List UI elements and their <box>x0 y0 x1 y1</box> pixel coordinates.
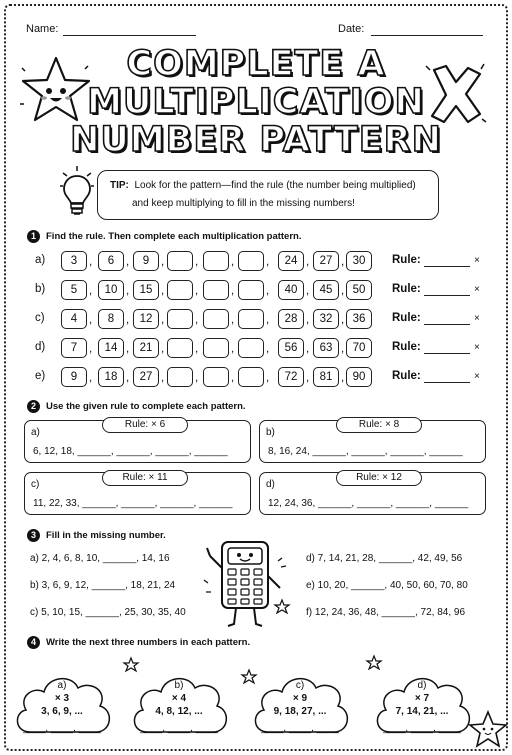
pattern-number-cell: 27 <box>313 251 339 271</box>
separator-comma: , <box>195 343 199 355</box>
fill-item-c[interactable]: c) 5, 10, 15, ______, 25, 30, 35, 40 <box>30 607 186 618</box>
pattern-number-cell: 56 <box>278 338 304 358</box>
pattern-number-cell: 18 <box>98 367 124 387</box>
separator-comma: , <box>266 256 270 268</box>
tip-text-line-1: Look for the pattern—find the rule (the number being multiplied) <box>134 180 416 191</box>
separator-comma: , <box>341 372 345 384</box>
separator-comma: , <box>126 314 130 326</box>
blank-answer-cell[interactable] <box>203 338 229 358</box>
pattern-number-cell: 90 <box>346 367 372 387</box>
cloud-sequence: 9, 18, 27, ... <box>273 706 327 717</box>
pattern-number-cell: 24 <box>278 251 304 271</box>
pattern-number-cell: 7 <box>61 338 87 358</box>
pattern-number-cell: 28 <box>278 309 304 329</box>
rule-label: Rule: <box>392 370 421 382</box>
small-star-icon <box>367 656 381 669</box>
multiply-symbol: × <box>474 371 480 382</box>
pattern-number-cell: 81 <box>313 367 339 387</box>
separator-comma: , <box>126 343 130 355</box>
pattern-number-cell: 72 <box>278 367 304 387</box>
separator-comma: , <box>89 372 93 384</box>
cloud-letter: b) <box>174 680 184 691</box>
rule-answer-line[interactable] <box>424 353 470 354</box>
section-2-number: 2 <box>27 400 40 413</box>
pattern-number-cell: 9 <box>133 251 159 271</box>
separator-comma: , <box>306 372 310 384</box>
blank-answer-cell[interactable] <box>167 251 193 271</box>
multiply-symbol: × <box>474 342 480 353</box>
separator-comma: , <box>231 343 235 355</box>
title-line-2: MULTIPLICATION <box>87 82 425 122</box>
date-field[interactable] <box>371 35 483 36</box>
cloud-blanks[interactable]: ____, ____, ____ <box>261 723 339 734</box>
corner-star-icon <box>470 712 506 746</box>
section-2-title: Use the given rule to complete each pattern. <box>46 401 246 412</box>
separator-comma: , <box>89 314 93 326</box>
separator-comma: , <box>161 372 165 384</box>
date-label: Date: <box>338 23 365 35</box>
cloud-b-content <box>136 679 222 735</box>
separator-comma: , <box>195 285 199 297</box>
separator-comma: , <box>89 256 93 268</box>
separator-comma: , <box>306 314 310 326</box>
pattern-number-cell: 21 <box>133 338 159 358</box>
section-1-number: 1 <box>27 230 40 243</box>
section-3-title: Fill in the missing number. <box>46 530 166 541</box>
section-4-title: Write the next three numbers in each pattern. <box>46 637 251 648</box>
blank-answer-cell[interactable] <box>238 309 264 329</box>
rule-answer-line[interactable] <box>424 382 470 383</box>
blank-answer-cell[interactable] <box>238 251 264 271</box>
small-star-icon <box>242 670 256 683</box>
cloud-blanks[interactable]: ____, ____, ____ <box>23 723 101 734</box>
pattern-number-cell: 5 <box>61 280 87 300</box>
cloud-rule: × 3 <box>54 693 70 704</box>
pattern-box-letter: a) <box>31 427 40 438</box>
cloud-letter: a) <box>57 680 67 691</box>
fill-item-b[interactable]: b) 3, 6, 9, 12, ______, 18, 21, 24 <box>30 580 176 591</box>
cloud-d-content <box>379 679 465 735</box>
cloud-rule: × 9 <box>292 693 308 704</box>
separator-comma: , <box>266 285 270 297</box>
cloud-blanks[interactable]: ____, ____, ____ <box>383 723 461 734</box>
title-line-1: COMPLETE A <box>126 44 386 84</box>
rule-pill-d: Rule: × 12 <box>336 470 422 486</box>
separator-comma: , <box>161 285 165 297</box>
separator-comma: , <box>341 343 345 355</box>
pattern-number-cell: 63 <box>313 338 339 358</box>
separator-comma: , <box>195 314 199 326</box>
multiply-sign-icon <box>422 62 490 128</box>
cloud-c-content <box>257 679 343 735</box>
blank-answer-cell[interactable] <box>167 338 193 358</box>
rule-answer-line[interactable] <box>424 295 470 296</box>
rule-answer-line[interactable] <box>424 324 470 325</box>
separator-comma: , <box>161 314 165 326</box>
pattern-number-cell: 27 <box>133 367 159 387</box>
row-letter: d) <box>35 341 46 353</box>
small-star-icon <box>124 658 138 671</box>
blank-answer-cell[interactable] <box>238 338 264 358</box>
separator-comma: , <box>266 372 270 384</box>
fill-item-e[interactable]: e) 10, 20, ______, 40, 50, 60, 70, 80 <box>306 580 468 591</box>
cloud-letter: c) <box>295 680 305 691</box>
calculator-mascot-icon <box>196 536 296 636</box>
separator-comma: , <box>89 285 93 297</box>
pattern-number-cell: 30 <box>346 251 372 271</box>
cloud-letter: d) <box>417 680 427 691</box>
separator-comma: , <box>306 256 310 268</box>
blank-answer-cell[interactable] <box>203 251 229 271</box>
pattern-number-cell: 6 <box>98 251 124 271</box>
cloud-sequence: 7, 14, 21, ... <box>395 706 449 717</box>
tip-label: TIP: <box>110 180 129 191</box>
title-line-3: NUMBER PATTERN <box>70 120 442 160</box>
pattern-box-letter: b) <box>266 427 275 438</box>
tip-box <box>97 170 439 220</box>
separator-comma: , <box>126 285 130 297</box>
separator-comma: , <box>161 256 165 268</box>
rule-label: Rule: <box>392 283 421 295</box>
pattern-box-letter: c) <box>31 479 40 490</box>
blank-answer-cell[interactable] <box>203 367 229 387</box>
separator-comma: , <box>231 372 235 384</box>
rule-pill-b: Rule: × 8 <box>336 417 422 433</box>
name-field[interactable] <box>63 35 196 36</box>
separator-comma: , <box>306 285 310 297</box>
rule-pill-c: Rule: × 11 <box>102 470 188 486</box>
pattern-number-cell: 12 <box>133 309 159 329</box>
section-1-title: Find the rule. Then complete each multiplication pattern. <box>46 231 302 242</box>
pattern-number-cell: 40 <box>278 280 304 300</box>
pattern-sequence[interactable]: 6, 12, 18, ______, ______, ______, ______ <box>33 446 228 457</box>
section-3-number: 3 <box>27 529 40 542</box>
multiply-symbol: × <box>474 313 480 324</box>
rule-label: Rule: <box>392 341 421 353</box>
rule-label: Rule: <box>392 312 421 324</box>
pattern-number-cell: 36 <box>346 309 372 329</box>
tip-text-line-2: and keep multiplying to fill in the missing numbers! <box>132 198 355 209</box>
cloud-sequence: 4, 8, 12, ... <box>155 706 203 717</box>
row-letter: c) <box>35 312 45 324</box>
rule-label: Rule: <box>392 254 421 266</box>
separator-comma: , <box>195 256 199 268</box>
cloud-a-content <box>19 679 105 735</box>
pattern-number-cell: 15 <box>133 280 159 300</box>
separator-comma: , <box>341 314 345 326</box>
star-mascot-icon <box>18 54 94 126</box>
pattern-sequence[interactable]: 8, 16, 24, ______, ______, ______, ______ <box>268 446 463 457</box>
blank-answer-cell[interactable] <box>167 280 193 300</box>
pattern-number-cell: 50 <box>346 280 372 300</box>
lightbulb-icon <box>60 164 94 220</box>
separator-comma: , <box>341 256 345 268</box>
blank-answer-cell[interactable] <box>238 280 264 300</box>
fill-item-f[interactable]: f) 12, 24, 36, 48, ______, 72, 84, 96 <box>306 607 466 618</box>
multiply-symbol: × <box>474 255 480 266</box>
name-label: Name: <box>26 23 59 35</box>
separator-comma: , <box>266 343 270 355</box>
section-4-number: 4 <box>27 636 40 649</box>
pattern-number-cell: 10 <box>98 280 124 300</box>
blank-answer-cell[interactable] <box>238 367 264 387</box>
blank-answer-cell[interactable] <box>203 280 229 300</box>
cloud-blanks[interactable]: ____, ____, ____ <box>140 723 218 734</box>
cloud-sequence: 3, 6, 9, ... <box>41 706 83 717</box>
blank-answer-cell[interactable] <box>167 309 193 329</box>
blank-answer-cell[interactable] <box>167 367 193 387</box>
pattern-box-letter: d) <box>266 479 275 490</box>
separator-comma: , <box>231 314 235 326</box>
fill-item-a[interactable]: a) 2, 4, 6, 8, 10, ______, 14, 16 <box>30 553 170 564</box>
cloud-rule: × 4 <box>171 693 187 704</box>
separator-comma: , <box>126 256 130 268</box>
separator-comma: , <box>266 314 270 326</box>
pattern-number-cell: 8 <box>98 309 124 329</box>
pattern-number-cell: 3 <box>61 251 87 271</box>
pattern-number-cell: 4 <box>61 309 87 329</box>
separator-comma: , <box>231 256 235 268</box>
separator-comma: , <box>195 372 199 384</box>
row-letter: a) <box>35 254 46 266</box>
pattern-sequence[interactable]: 11, 22, 33, ______, ______, ______, ______ <box>33 498 233 509</box>
pattern-number-cell: 32 <box>313 309 339 329</box>
separator-comma: , <box>231 285 235 297</box>
separator-comma: , <box>126 372 130 384</box>
pattern-number-cell: 45 <box>313 280 339 300</box>
separator-comma: , <box>306 343 310 355</box>
separator-comma: , <box>161 343 165 355</box>
row-letter: b) <box>35 283 46 295</box>
pattern-number-cell: 14 <box>98 338 124 358</box>
rule-answer-line[interactable] <box>424 266 470 267</box>
separator-comma: , <box>89 343 93 355</box>
cloud-rule: × 7 <box>414 693 430 704</box>
separator-comma: , <box>341 285 345 297</box>
blank-answer-cell[interactable] <box>203 309 229 329</box>
pattern-sequence[interactable]: 12, 24, 36, ______, ______, ______, ______ <box>268 498 469 509</box>
pattern-number-cell: 70 <box>346 338 372 358</box>
row-letter: e) <box>35 370 46 382</box>
rule-pill-a: Rule: × 6 <box>102 417 188 433</box>
pattern-number-cell: 9 <box>61 367 87 387</box>
multiply-symbol: × <box>474 284 480 295</box>
fill-item-d[interactable]: d) 7, 14, 21, 28, ______, 42, 49, 56 <box>306 553 463 564</box>
